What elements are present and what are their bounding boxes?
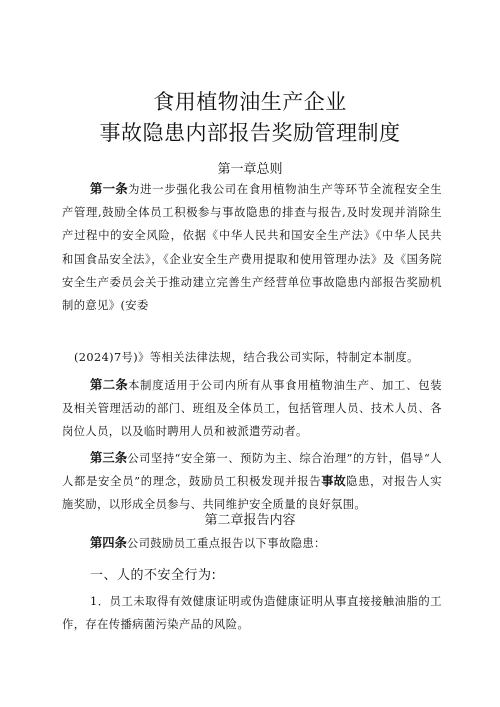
document-title-line2: 事故隐患内部报告奖励管理制度 (99, 121, 401, 145)
article-1-text: 为进一步强化我公司在食用植物油生产等环节全流程安全生产管理,鼓励全体员工积极参与事故隐患的排查与报告,及时发现并消除生产过程中的安全风险，依据《中华人民共和国安全生产法》《中华人民共和国食品安全法》，《企业安全生产费用提取和使用管理办法》及《国务院安全生产委员会关于推动建立完善生产经营单位事故隐患内部报告奖励机制的意见》(安委 (62, 183, 442, 313)
article-2-label: 第二条 (90, 378, 129, 392)
article-3-text-a: 公司坚持“安全第一、预防为主、综合治理”的方针，倡导“人人都是安全员”的理念，鼓励员工积极发现并报告 (62, 452, 442, 489)
document-title-line1: 食用植物油生产企业 (153, 90, 347, 114)
article-2-paragraph (62, 374, 442, 444)
section-heading-1: 一、人的不安全行为: (90, 568, 217, 583)
article-1-paragraph (62, 178, 442, 317)
article-3-text-b: 隐患，对报告人实施奖励，以形成全员参与、共同维护安全质量的良好氛围。 (62, 475, 442, 512)
article-1-continuation: (2024)7号)》等相关法律法规，结合我公司实际，特制定本制度。 (74, 351, 419, 364)
article-4-label: 第四条 (90, 536, 127, 550)
chapter-heading-2: 第二章报告内容 (204, 513, 296, 528)
article-3-label: 第三条 (90, 451, 128, 465)
article-4-paragraph (62, 532, 442, 555)
item-1-paragraph: 1．员工未取得有效健康证明或伪造健康证明从事直接接触油脂的工作，存在传播病菌污染产品的风险。 (62, 595, 442, 632)
article-1-label: 第一条 (90, 182, 129, 196)
article-2-text: 本制度适用于公司内所有从事食用植物油生产、加工、包装及相关管理活动的部门、班组及全体员工，包括管理人员、技术人员、各岗位人员，以及临时聘用人员和被派遣劳动者。 (62, 379, 442, 439)
chapter-heading-1: 第一章总则 (217, 162, 283, 177)
article-4-text: 公司鼓励员工重点报告以下事故隐患： (126, 537, 326, 550)
article-3-bold-word: 事故 (321, 474, 347, 489)
article-3-paragraph (62, 447, 442, 517)
